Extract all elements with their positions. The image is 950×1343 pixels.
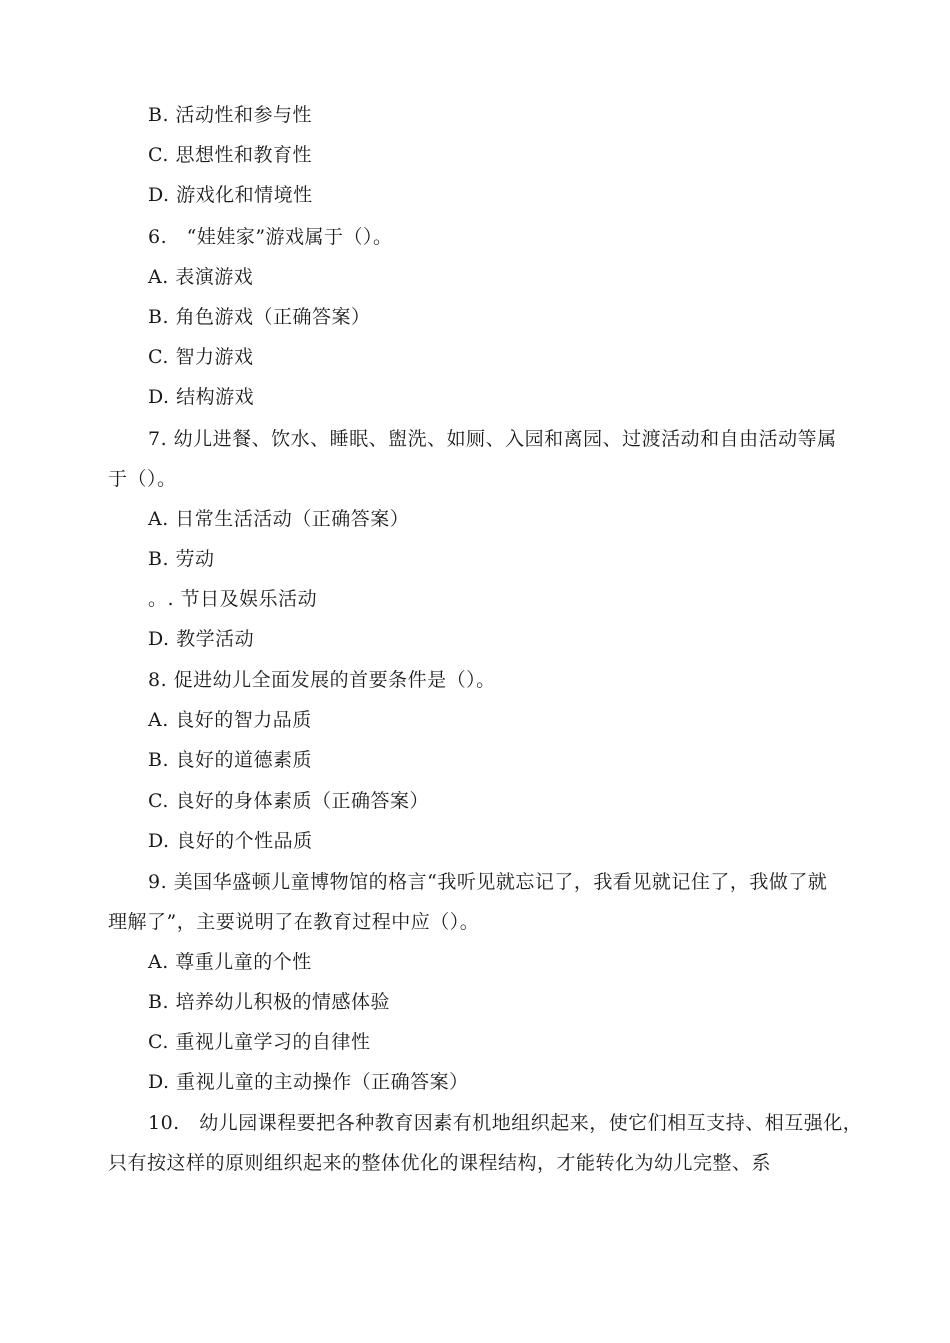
q6-option-b: B. 角色游戏（正确答案） bbox=[148, 306, 371, 328]
q9-option-c: C. 重视儿童学习的自律性 bbox=[148, 1031, 371, 1053]
q9-option-a: A. 尊重儿童的个性 bbox=[148, 951, 312, 973]
q9-option-d: D. 重视儿童的主动操作（正确答案） bbox=[148, 1071, 469, 1093]
q8-option-d: D. 良好的个性品质 bbox=[148, 830, 313, 852]
q8-option-c: C. 良好的身体素质（正确答案） bbox=[148, 790, 429, 812]
q5-option-d: D. 游戏化和情境性 bbox=[148, 184, 313, 206]
q7-option-a: A. 日常生活活动（正确答案） bbox=[148, 508, 410, 530]
q6-option-a: A. 表演游戏 bbox=[148, 266, 254, 288]
q5-option-c: C. 思想性和教育性 bbox=[148, 144, 312, 166]
q8-option-a: A. 良好的智力品质 bbox=[148, 709, 312, 731]
question-9-continued: 理解了”，主要说明了在教育过程中应（）。 bbox=[108, 911, 480, 933]
q7-option-b: B. 劳动 bbox=[148, 548, 215, 570]
q7-option-d: D. 教学活动 bbox=[148, 628, 255, 650]
q9-option-b: B. 培养幼儿积极的情感体验 bbox=[148, 991, 391, 1013]
q7-option-c: 。. 节日及娱乐活动 bbox=[148, 588, 318, 610]
q5-option-b: B. 活动性和参与性 bbox=[148, 104, 313, 126]
question-7-continued: 于（）。 bbox=[108, 468, 177, 490]
q8-option-b: B. 良好的道德素质 bbox=[148, 749, 313, 771]
q6-option-d: D. 结构游戏 bbox=[148, 386, 255, 408]
question-8: 8. 促进幼儿全面发展的首要条件是（）。 bbox=[148, 669, 496, 691]
question-9: 9. 美国华盛顿儿童博物馆的格言“我听见就忘记了，我看见就记住了，我做了就 bbox=[148, 871, 828, 893]
question-7: 7. 幼儿进餐、饮水、睡眠、盥洗、如厕、入园和离园、过渡活动和自由活动等属 bbox=[148, 428, 837, 450]
question-6: 6. “娃娃家”游戏属于（）。 bbox=[148, 226, 393, 248]
q6-option-c: C. 智力游戏 bbox=[148, 346, 254, 368]
question-10: 10. 幼儿园课程要把各种教育因素有机地组织起来，使它们相互支持、相互强化， bbox=[148, 1112, 863, 1134]
question-10-continued: 只有按这样的原则组织起来的整体优化的课程结构，才能转化为幼儿完整、系 bbox=[108, 1152, 772, 1174]
